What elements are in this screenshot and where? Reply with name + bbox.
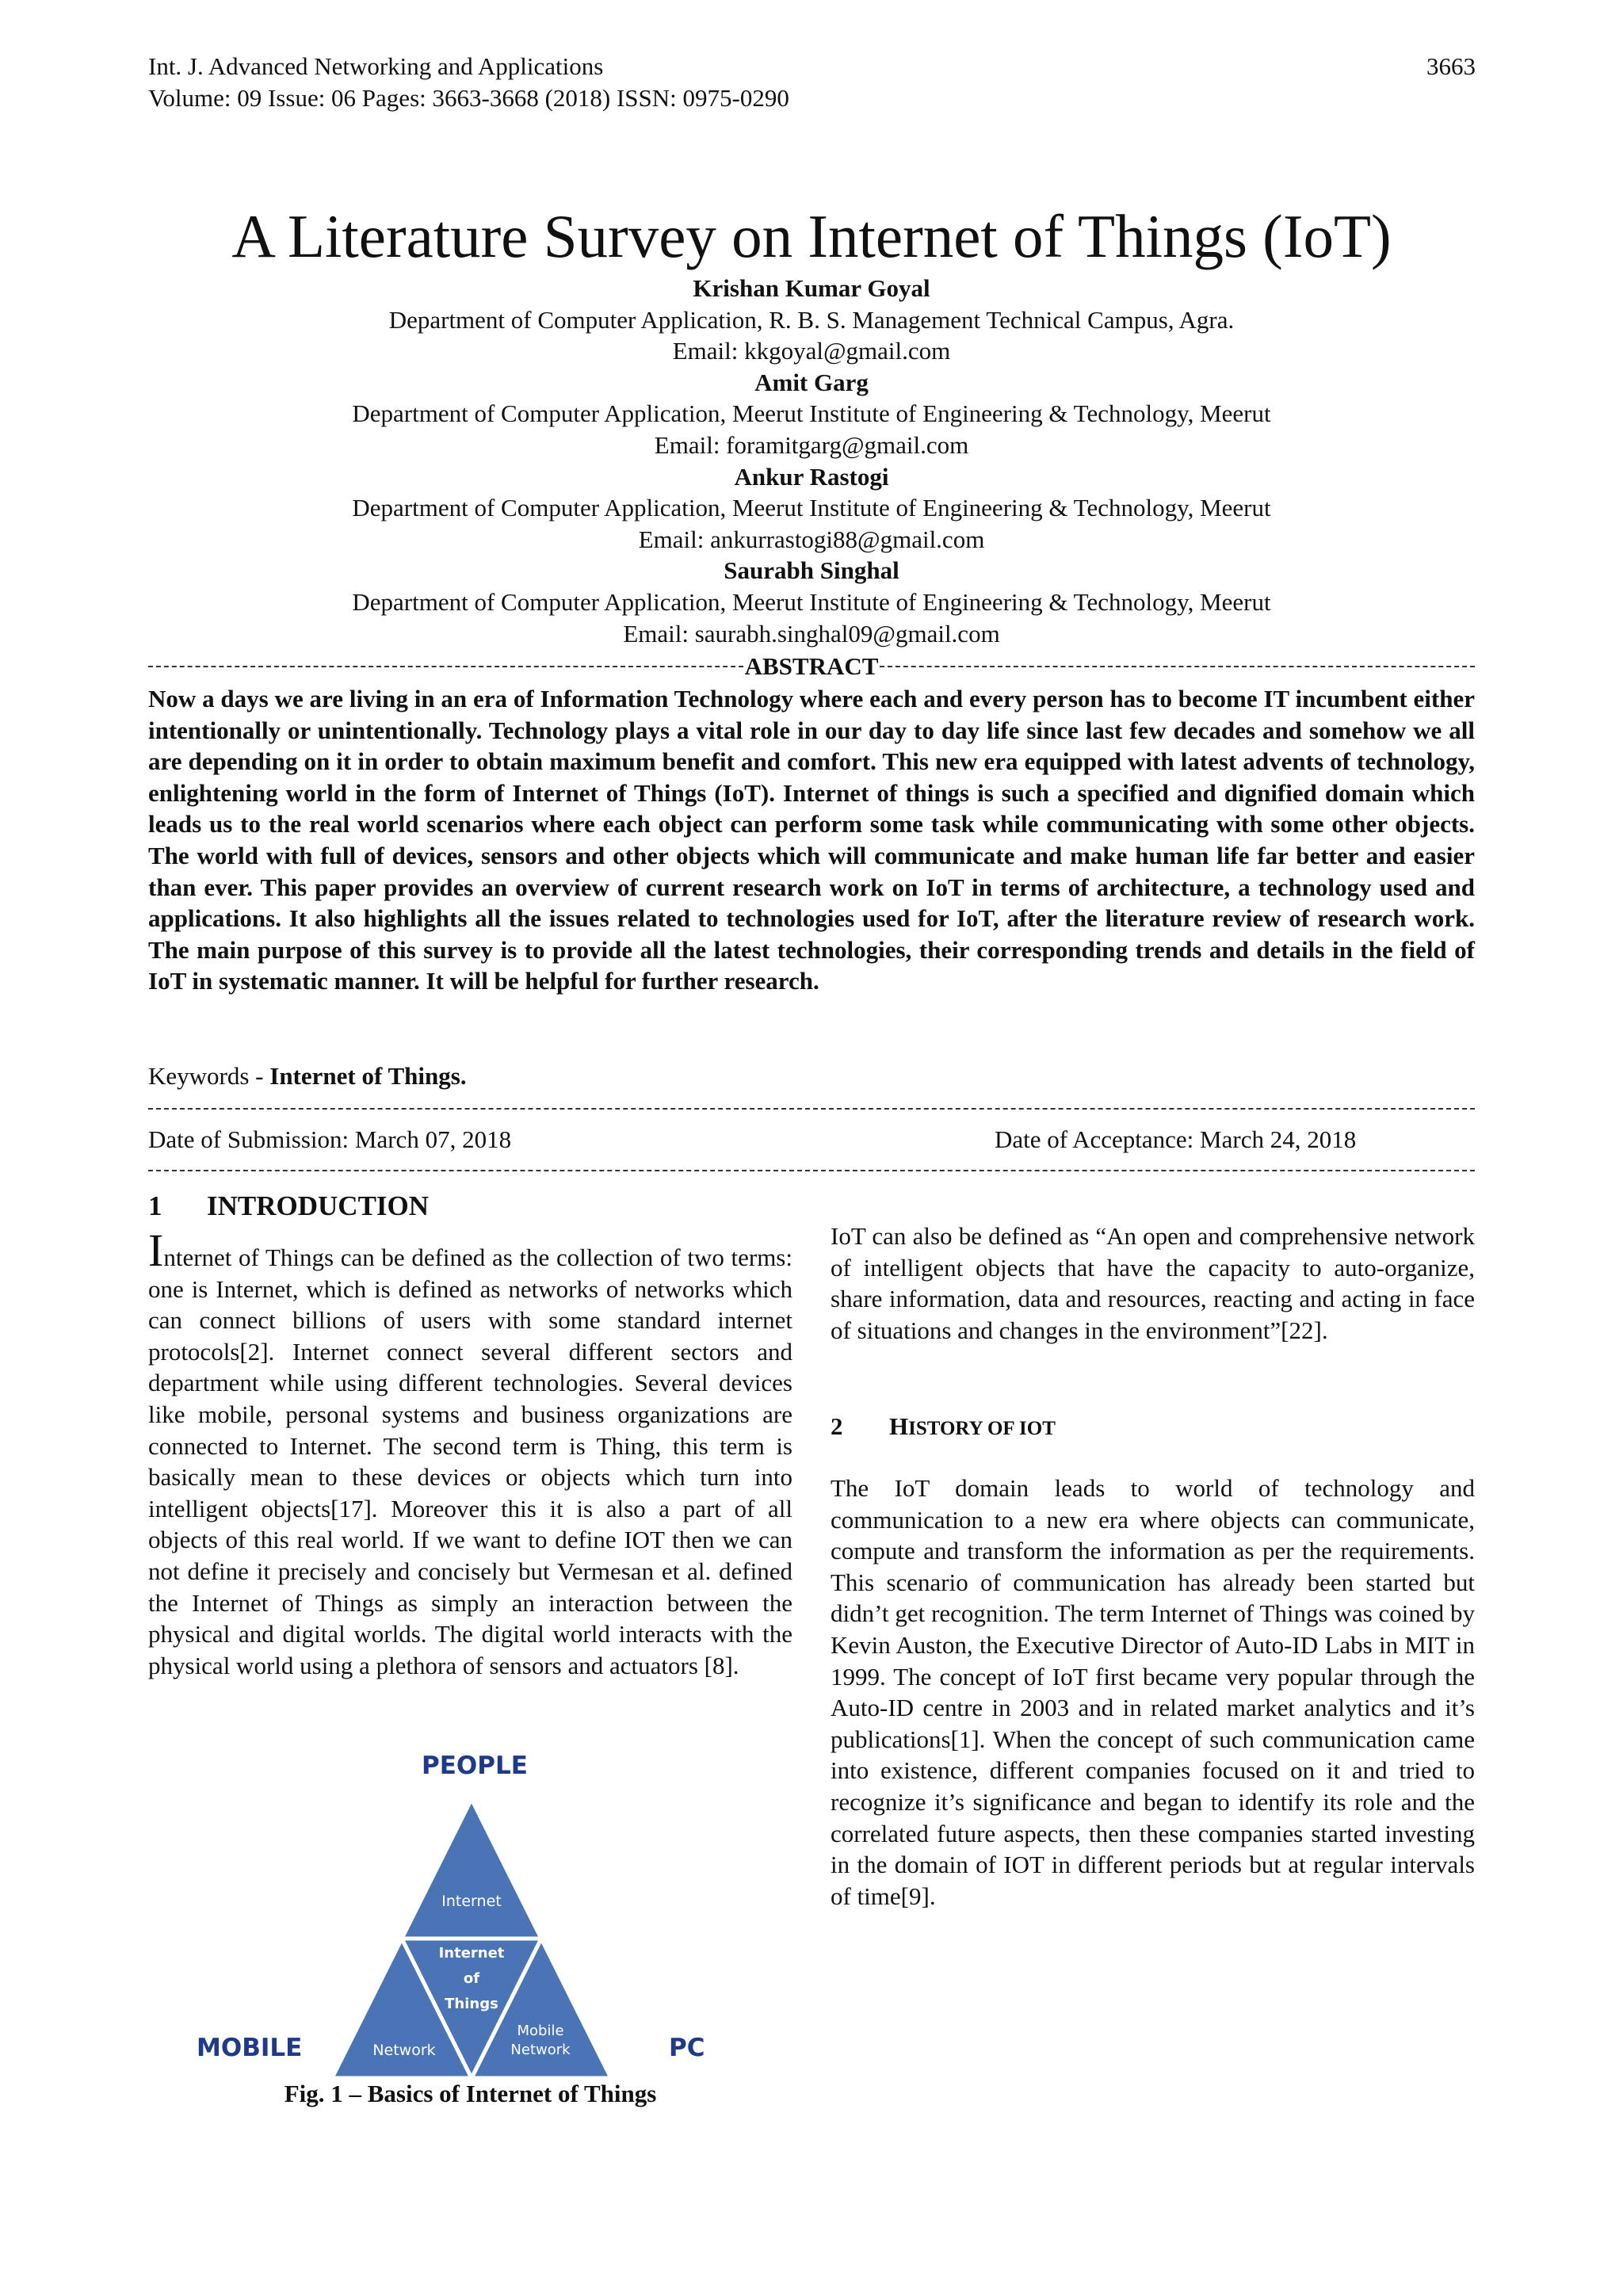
label-people: PEOPLE: [422, 1752, 528, 1780]
label-mobile: MOBILE: [197, 2034, 303, 2062]
intro-text: nternet of Things can be defined as the collection of two terms: one is Internet, which is defined as networks of networks which can connect billions of users with some standard internet protocols[2]. Internet connect several different sectors and department while using different technologies. Several devices like mobile, personal systems and business organizations are connected to Internet. The second term is Thing, this term is basically mean to these devices or objects which turn into intelligent objects[17]. Moreover this it is also a part of all objects of this real world. If we want to define IOT then we can not define it precisely and concisely but Vermesan et al. defined the Internet of Things as simply an interaction between the physical and digital worlds. The digital world interacts with the physical world using a plethora of sensors and actuators [8].: [148, 1244, 792, 1679]
abstract-heading: ABSTRACT: [744, 652, 879, 680]
keywords-value: Internet of Things.: [269, 1062, 467, 1090]
paper-title: A Literature Survey on Internet of Things (IoT): [231, 202, 1392, 270]
intro-paragraph: [148, 1224, 792, 1681]
author-name: Saurabh Singhal: [724, 556, 899, 585]
iot-basics-figure: [174, 1752, 729, 2108]
running-header: [148, 51, 789, 114]
divider-line: [148, 1094, 1475, 1124]
triangle-diagram: [174, 1752, 729, 2108]
author-affiliation: Department of Computer Application, Meerut Institute of Engineering & Technology, Meerut: [352, 399, 1271, 428]
author-email: Email: saurabh.singhal09@gmail.com: [623, 619, 1000, 648]
tri-label-iot-1: Internet: [438, 1945, 505, 1962]
tri-label-iot-2: of: [463, 1970, 480, 1987]
page-number: 3663: [1426, 52, 1476, 80]
intro-paragraph-continued: IoT can also be defined as “An open and comprehensive network of intelligent objects that have the capacity to auto-organize, share information, data and resources, reacting and acting in face of situations and changes in the environment”[22].: [831, 1222, 1475, 1344]
journal-name: Int. J. Advanced Networking and Applications: [148, 52, 604, 80]
label-pc: PC: [669, 2034, 705, 2062]
tri-label-iot-3: Things: [445, 1996, 498, 2012]
author-affiliation: Department of Computer Application, R. B. S. Management Technical Campus, Agra.: [388, 305, 1235, 334]
section-number: 1: [148, 1190, 162, 1221]
author-email: Email: foramitgarg@gmail.com: [654, 430, 969, 459]
submission-date: Date of Submission: March 07, 2018: [148, 1125, 512, 1153]
abstract-text: Now a days we are living in an era of Information Technology where each and every person has to become IT incumbent either intentionally or unintentionally. Technology plays a vital role in our day to day life since last few decades and somehow we all are depending on it in order to obtain maximum benefit and comfort. This new era equipped with latest advents of technology, enlightening world in the form of Internet of Things (IoT). Internet of things is such a specified and dignified domain which leads us to the real world scenarios where each object can perform some task while communicating with some other objects. The world with full of devices, sensors and other objects which will communicate and make human life far better and easier than ever. This paper provides an overview of current research work on IoT in terms of architecture, a technology used and applications. It also highlights all the issues related to technologies used for IoT, after the literature review of research work. The main purpose of this survey is to provide all the latest technologies, their corresponding trends and details in the field of IoT in systematic manner. It will be helpful for further research.: [148, 685, 1475, 995]
author-name: Krishan Kumar Goyal: [693, 274, 930, 302]
keywords-label: Keywords -: [148, 1062, 270, 1090]
drop-cap: I: [148, 1224, 164, 1276]
triangle-internet: [402, 1799, 541, 1939]
tri-label-mobile-2: Network: [510, 2042, 571, 2058]
figure-caption: Fig. 1 – Basics of Internet of Things: [284, 2080, 657, 2107]
abstract-divider: [148, 651, 1475, 682]
author-email: Email: ankurrastogi88@gmail.com: [638, 525, 985, 553]
section-heading-history: 2 HISTORY OF IOT: [831, 1411, 1056, 1445]
author-email: Email: kkgoyal@gmail.com: [672, 337, 951, 365]
divider-line: [148, 1156, 1475, 1186]
acceptance-date: Date of Acceptance: March 24, 2018: [995, 1125, 1357, 1153]
author-name: Amit Garg: [754, 368, 869, 396]
section-number: 2: [831, 1412, 843, 1440]
tri-label-mobile-1: Mobile: [517, 2023, 564, 2039]
keywords: [148, 1060, 467, 1092]
section-title: INTRODUCTION: [207, 1190, 430, 1221]
tri-label-network: Network: [372, 2042, 436, 2059]
author-affiliation: Department of Computer Application, Meerut Institute of Engineering & Technology, Meerut: [352, 587, 1271, 616]
history-paragraph: The IoT domain leads to world of technology and communication to a new era where objects can communicate, compute and transform the information as per the requirements. This scenario of communication has already been started but didn’t get recognition. The term Internet of Things was coined by Kevin Auston, the Executive Director of Auto-ID Labs in MIT in 1999. The concept of IoT first became very popular through the Auto-ID centre in 2003 and in related market analytics and it’s publications[1]. When the concept of such communication came into existence, different companies focused on it and tried to recognize it’s significance and began to identify its role and the correlated future aspects, then these companies started investing in the domain of IOT in different periods but at regular intervals of time[9].: [831, 1474, 1475, 1910]
section-heading-introduction: [148, 1189, 429, 1224]
tri-label-internet: Internet: [441, 1893, 502, 1910]
author-block: [148, 273, 1475, 649]
author-name: Ankur Rastogi: [734, 462, 889, 491]
volume-info: Volume: 09 Issue: 06 Pages: 3663-3668 (2018) ISSN: 0975-0290: [148, 84, 789, 112]
author-affiliation: Department of Computer Application, Meerut Institute of Engineering & Technology, Meerut: [352, 494, 1271, 522]
